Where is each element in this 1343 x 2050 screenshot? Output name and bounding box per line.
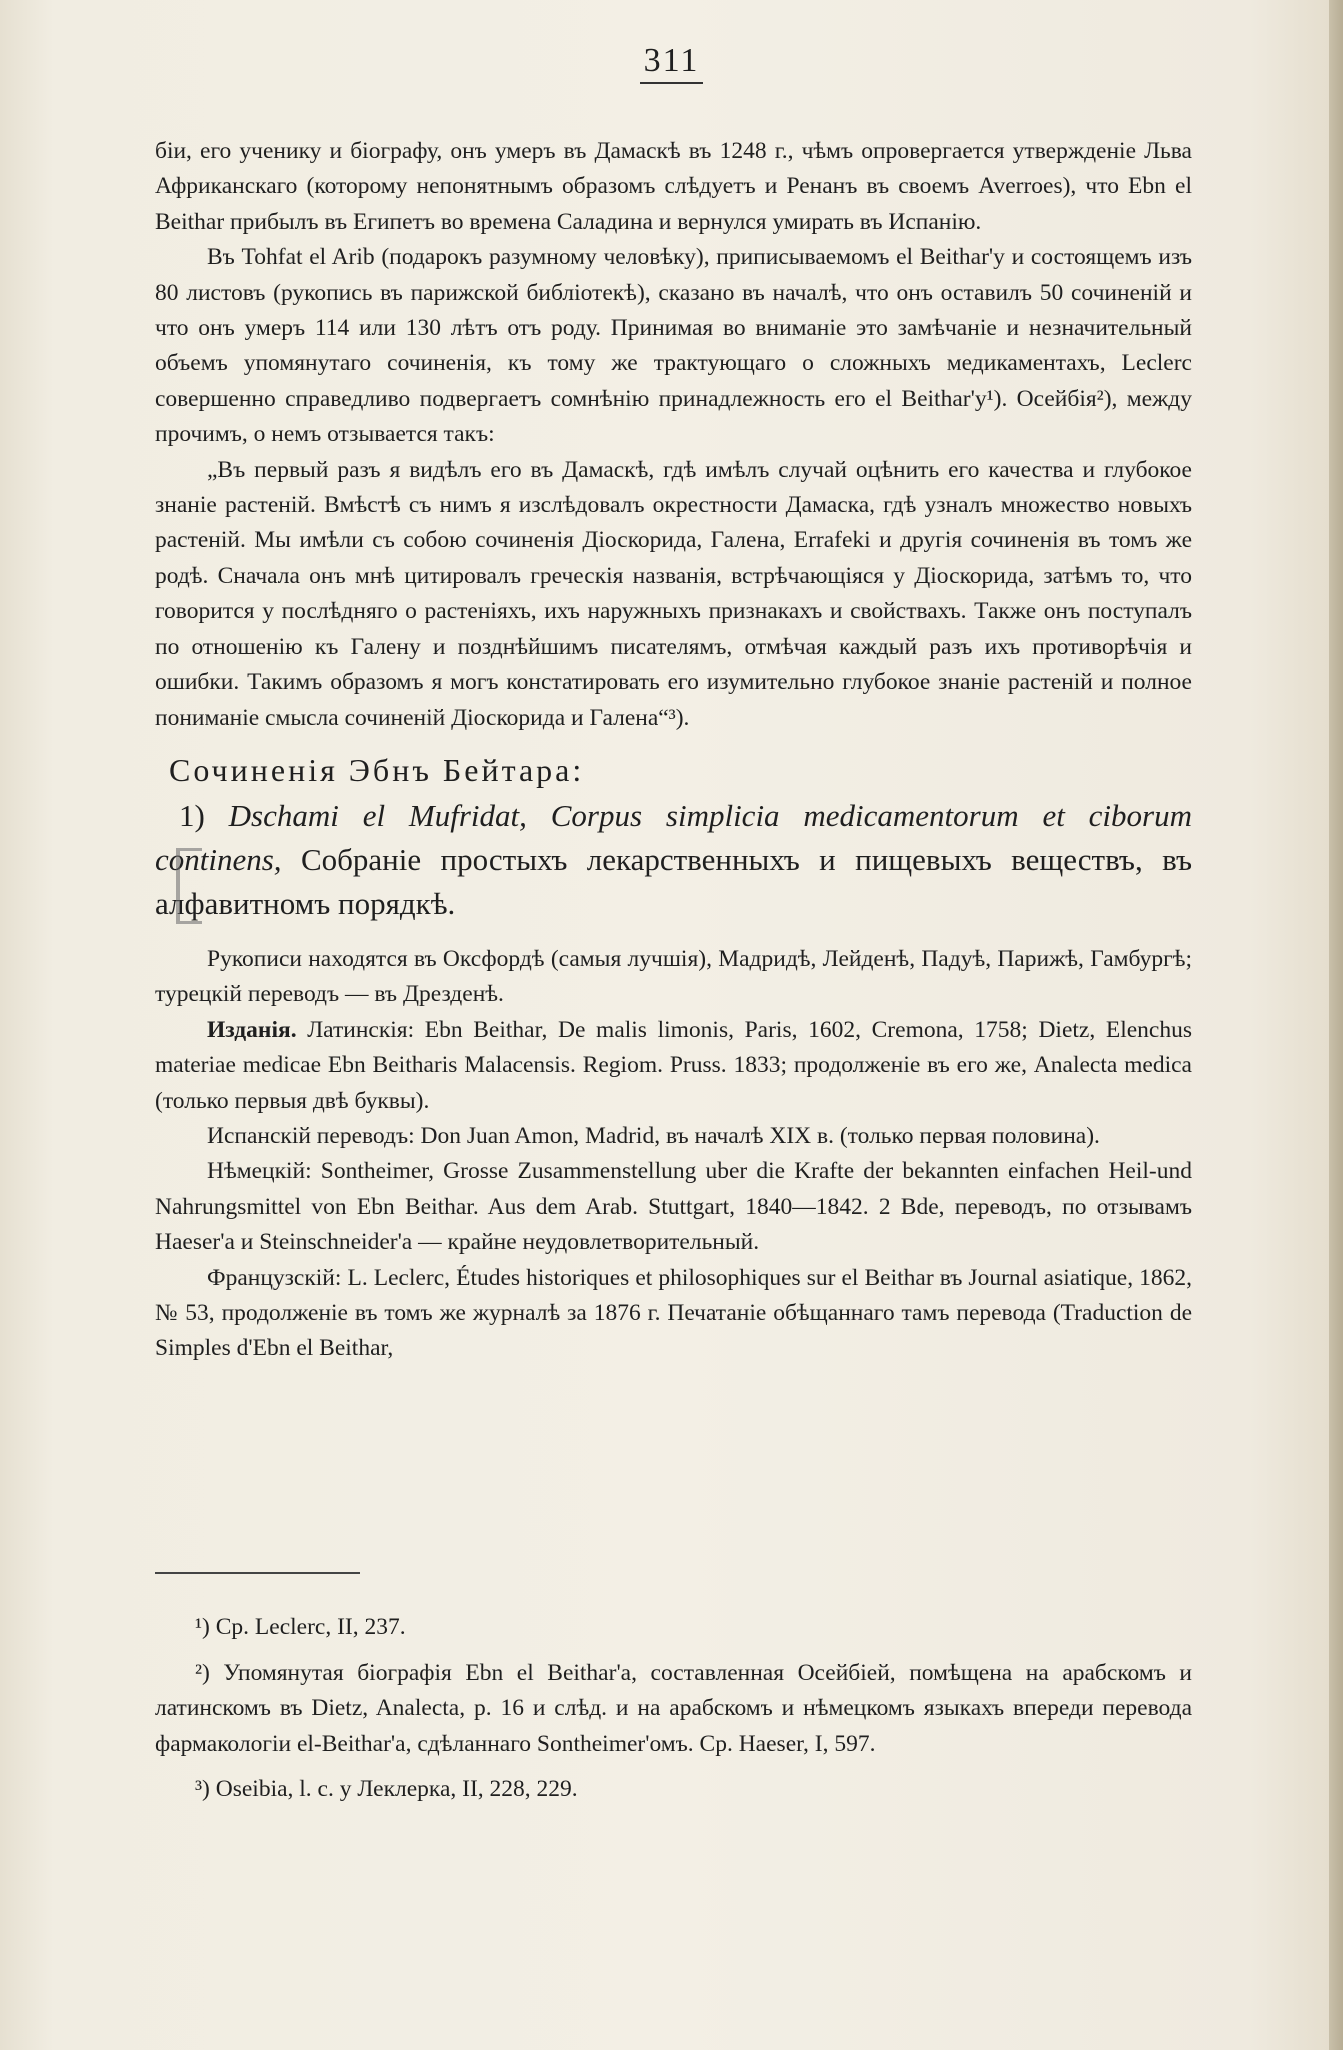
editions-label: Изданiя. xyxy=(207,1016,297,1043)
margin-mark xyxy=(176,848,202,924)
footnote-rule xyxy=(155,1572,360,1574)
spanish-translation: Испанскiй переводъ: Don Juan Amon, Madrid, въ началѣ XIX в. (только первая половина). xyxy=(207,1122,1100,1149)
editions-paragraph xyxy=(155,1013,1192,1119)
paragraph-1: бiи, его ученику и бiографу, онъ умеръ въ Дамаскѣ въ 1248 г., чѣмъ опровергается утвержденiе Льва Африканскаго (которому непонятнымъ образомъ слѣдуетъ и Ренанъ въ своемъ Averroes), что Ebn el Beithar прибылъ въ Египетъ во времена Саладина и вернулся умирать въ Испанiю. xyxy=(155,138,1192,235)
page-edge xyxy=(1329,0,1343,2050)
footnote-1: ¹) Ср. Leclerc, II, 237. xyxy=(195,1614,406,1640)
section-heading: Сочиненiя Эбнъ Бейтара: xyxy=(169,751,585,788)
footnotes xyxy=(155,1610,1192,1808)
main-text xyxy=(155,134,1192,1367)
work-title-russian: Собранiе простыхъ лекарственныхъ и пищевыхъ веществъ, въ алфавитномъ порядкѣ. xyxy=(155,841,1193,921)
editions-text: Латинскiя: Ebn Beithar, De malis limonis, Paris, 1602, Cremona, 1758; Dietz, Elenchus materiae medicae Ebn Beitharis Malacensis. Regiom. Pruss. 1833; продолженiе въ его же, Analecta medica (только первыя двѣ буквы). xyxy=(155,1016,1192,1114)
manuscripts-paragraph: Рукописи находятся въ Оксфордѣ (самыя лучшiя), Мадридѣ, Лейденѣ, Падуѣ, Парижѣ, Гамбургѣ; турецкiй переводъ — въ Дрезденѣ. xyxy=(155,945,1192,1008)
work-number: 1) xyxy=(179,797,205,833)
french-translation: Французскiй: L. Leclerc, Études historiques et philosophiques sur el Beithar въ Journal asiatique, 1862, № 53, продолженiе въ томъ же журналѣ за 1876 г. Печатанiе обѣщаннаго тамъ перевода (Traduction de Simples d'Ebn el Beithar, xyxy=(155,1264,1192,1362)
footnote-2: ²) Упомянутая бiографiя Ebn el Beithar'a, составленная Осейбiей, помѣщена на арабскомъ и латинскомъ въ Dietz, Analecta, p. 16 и слѣд. и на арабскомъ и нѣмецкомъ языкахъ впереди перевода фармакологiи el-Beithar'a, сдѣланнаго Sontheimer'омъ. Ср. Haeser, I, 597. xyxy=(155,1659,1192,1757)
paragraph-2: Въ Tohfat el Arib (подарокъ разумному человѣку), приписываемомъ el Beithar'у и состоящемъ изъ 80 листовъ (рукопись въ парижской библiотекѣ), сказано въ началѣ, что онъ оставилъ 50 сочиненiй и что онъ умеръ 114 или 130 лѣтъ отъ роду. Принимая во вниманiе это замѣчанiе и незначительный объемъ упомянутаго сочиненiя, къ тому же трактующаго о сложныхъ медикаментахъ, Leclerc совершенно справедливо подвергаетъ сомнѣнiю принадлежность его el Beithar'у¹). Осейбiя²), между прочимъ, о немъ отзывается такъ: xyxy=(155,244,1192,448)
page-number: 311 xyxy=(0,42,1343,84)
german-translation: Нѣмецкiй: Sontheimer, Grosse Zusammenstellung uber die Krafte der bekannten einfachen Heil-und Nahrungsmittel von Ebn Beithar. Aus dem Arab. Stuttgart, 1840—1842. 2 Bde, переводъ, по отзывамъ Haeser'a и Steinschneider'a — крайне неудовлетворительный. xyxy=(155,1158,1192,1256)
quotation: „Въ первый разъ я видѣлъ его въ Дамаскѣ, гдѣ имѣлъ случай оцѣнить его качества и глубокое знанiе растенiй. Вмѣстѣ съ нимъ я изслѣдовалъ окрестности Дамаска, гдѣ узналъ множество новыхъ растенiй. Мы имѣли съ собою сочиненiя Дiоскорида, Галена, Errafeki и другiя сочиненiя въ томъ же родѣ. Сначала онъ мнѣ цитировалъ греческiя названiя, встрѣчающiяся у Дiоскорида, затѣмъ то, что говорится у послѣдняго о растенiяхъ, ихъ наружныхъ признакахъ и свойствахъ. Также онъ поступалъ по отношенiю къ Галену и позднѣйшимъ писателямъ, отмѣчая каждый разъ ихъ противорѣчiя и ошибки. Такимъ образомъ я могъ констатировать его изумительно глубокое знанiе растенiй и полное пониманiе смысла сочиненiй Дiоскорида и Галена“³). xyxy=(155,456,1192,731)
work-title-latin: Dschami el Mufridat, Corpus simplicia medicamentorum et ciborum continens, xyxy=(155,797,1192,877)
footnote-3: ³) Oseibia, l. c. у Леклерка, II, 228, 229. xyxy=(195,1776,578,1803)
work-title xyxy=(155,794,1192,926)
